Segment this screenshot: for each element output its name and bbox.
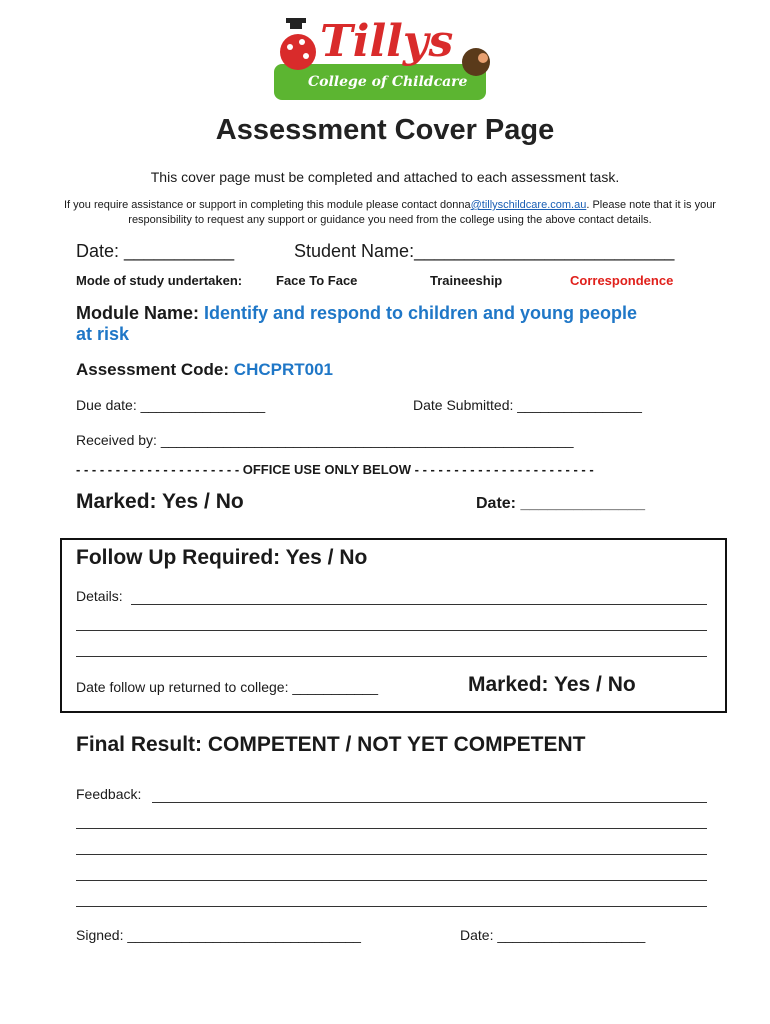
office-marked[interactable]: Marked: Yes / No xyxy=(76,490,244,513)
received-by-field[interactable]: Received by: _____________________________________________________ xyxy=(76,432,574,448)
details-line-3[interactable] xyxy=(76,656,707,657)
feedback-line-2[interactable] xyxy=(76,828,707,829)
assessment-code xyxy=(76,360,333,380)
office-use-divider: - - - - - - - - - - - - - - - - - - - - - OFFICE USE ONLY BELOW - - - - - - - - - - - - - - - - - - - - - - - xyxy=(76,462,594,477)
mode-label: Mode of study undertaken: xyxy=(76,273,243,288)
signed-field[interactable]: Signed: ______________________________ xyxy=(76,927,361,943)
college-logo xyxy=(268,14,498,104)
mode-face-to-face[interactable]: Face To Face xyxy=(276,273,358,288)
feedback-label: Feedback: xyxy=(76,786,142,802)
feedback-line-3[interactable] xyxy=(76,854,707,855)
module-name xyxy=(76,302,637,324)
mode-traineeship[interactable]: Traineeship xyxy=(430,273,503,288)
assessment-code-label: Assessment Code: xyxy=(76,360,230,379)
follow-up-marked[interactable]: Marked: Yes / No xyxy=(468,673,636,696)
feedback-line-4[interactable] xyxy=(76,880,707,881)
assistance-note xyxy=(40,198,740,228)
page-title: Assessment Cover Page xyxy=(215,114,555,146)
date-submitted-field[interactable]: Date Submitted: ________________ xyxy=(413,397,642,413)
contact-email-link[interactable]: @tillyschildcare.com.au xyxy=(470,199,587,211)
module-value: Identify and respond to children and young people xyxy=(204,303,638,323)
student-name-field[interactable]: Student Name:__________________________ xyxy=(294,241,675,261)
details-line-2[interactable] xyxy=(76,630,707,631)
details-label: Details: xyxy=(76,588,123,604)
mode-correspondence[interactable]: Correspondence xyxy=(570,273,674,288)
office-date[interactable]: Date: ______________ xyxy=(476,495,646,512)
module-value-cont: at risk xyxy=(76,324,130,344)
follow-up-heading[interactable]: Follow Up Required: Yes / No xyxy=(76,546,368,569)
module-label: Module Name: xyxy=(76,303,200,323)
details-line-1[interactable] xyxy=(131,604,707,605)
assessment-code-value: CHCPRT001 xyxy=(233,360,333,379)
logo-brand: Tillys xyxy=(320,16,454,67)
note-text-after: . Please note that it is your responsibility to request any support or guidance you need from the college using the above contact details. xyxy=(128,199,716,226)
subtitle: This cover page must be completed and attached to each assessment task. xyxy=(150,169,620,185)
follow-up-returned-date[interactable]: Date follow up returned to college: ___________ xyxy=(76,679,378,695)
feedback-line-5[interactable] xyxy=(76,906,707,907)
final-date-field[interactable]: Date: ___________________ xyxy=(460,927,646,943)
due-date-field[interactable]: Due date: ________________ xyxy=(76,397,266,413)
date-field[interactable]: Date: ___________ xyxy=(76,241,235,261)
final-result[interactable]: Final Result: COMPETENT / NOT YET COMPETENT xyxy=(76,733,586,756)
logo-tagline: College of Childcare xyxy=(308,74,468,90)
note-text-before: If you require assistance or support in completing this module please contact donna xyxy=(64,199,471,211)
feedback-line-1[interactable] xyxy=(152,802,707,803)
